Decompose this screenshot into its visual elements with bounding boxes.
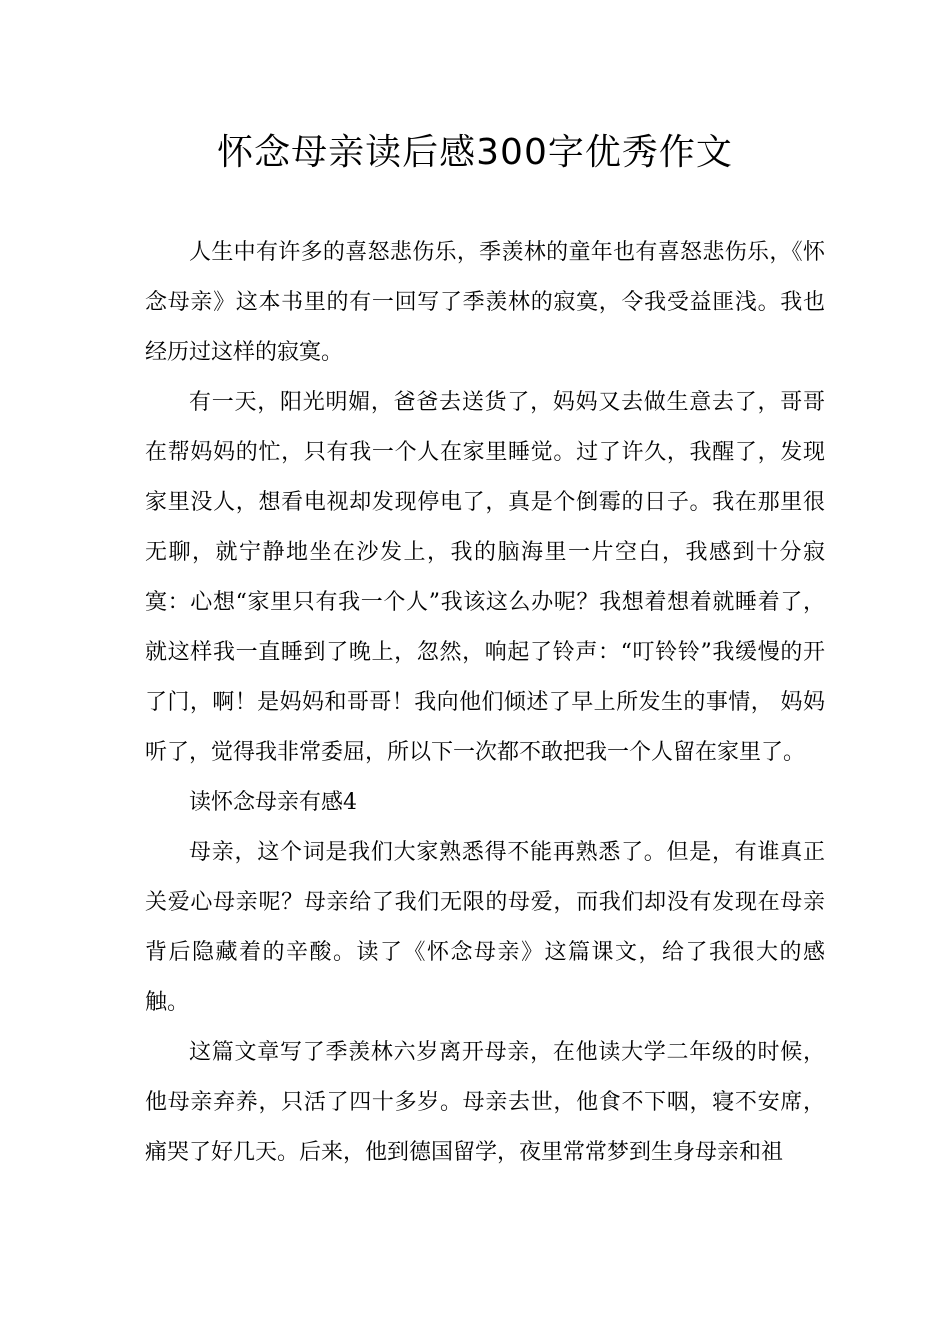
paragraph-mother: 母亲，这个词是我们大家熟悉得不能再熟悉了。但是，有谁真正关爱心母亲呢？母亲给了我们无限的母爱，而我们却没有发现在母亲背后隐藏着的辛酸。读了《怀念母亲》这篇课文，给了我很大的感触。 <box>145 840 825 1015</box>
document-body <box>145 228 825 1178</box>
section-heading: 读怀念母亲有感4 <box>189 790 357 815</box>
paragraph-article-summary: 这篇文章写了季羡林六岁离开母亲，在他读大学二年级的时候，他母亲弃养，只活了四十多岁。母亲去世，他食不下咽，寝不安席，痛哭了好几天。后来，他到德国留学，夜里常常梦到生身母亲和祖 <box>145 1040 825 1165</box>
document-title: 怀念母亲读后感300字优秀作文 <box>217 132 733 173</box>
paragraph-story: 有一天，阳光明媚，爸爸去送货了，妈妈又去做生意去了，哥哥在帮妈妈的忙，只有我一个人在家里睡觉。过了许久，我醒了，发现家里没人，想看电视却发现停电了，真是个倒霉的日子。我在那里很无聊，就宁静地坐在沙发上，我的脑海里一片空白，我感到十分寂寞：心想“家里只有我一个人”我该这么办呢？我想着想着就睡着了，就这样我一直睡到了晚上，忽然，响起了铃声：“叮铃铃”我缓慢的开了门，啊！是妈妈和哥哥！我向他们倾述了早上所发生的事情， 妈妈听了，觉得我非常委屈，所以下一次都不敢把我一个人留在家里了。 <box>145 390 825 765</box>
paragraph-intro: 人生中有许多的喜怒悲伤乐，季羡林的童年也有喜怒悲伤乐，《怀念母亲》这本书里的有一回写了季羡林的寂寞，令我受益匪浅。我也经历过这样的寂寞。 <box>145 240 825 365</box>
